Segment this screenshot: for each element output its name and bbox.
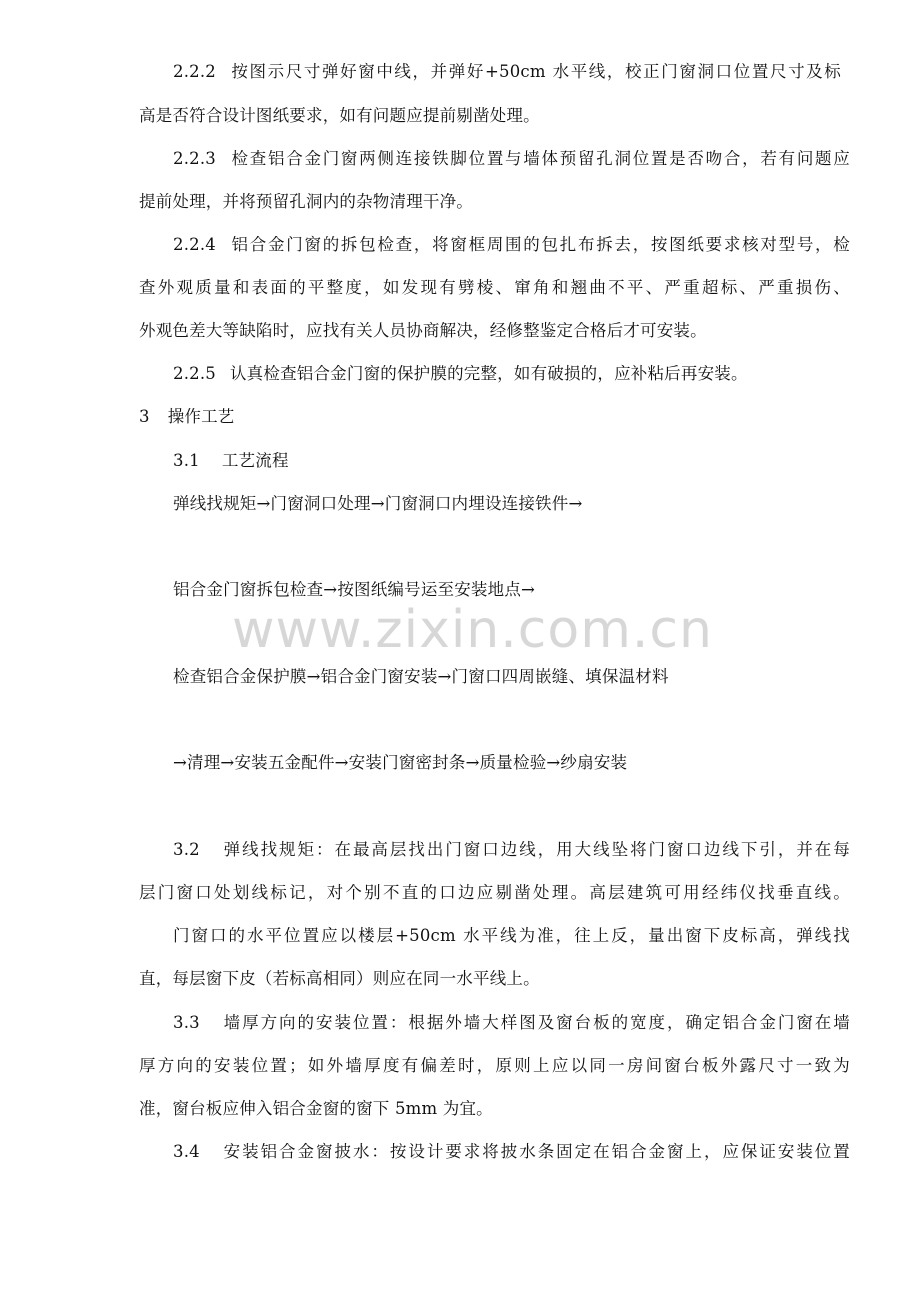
paragraph-3-2-line-2: 层门窗口处划线标记，对个别不直的口边应剔凿处理。高层建筑可用经纬仪找垂直线。 xyxy=(139,883,850,902)
paragraph-2-2-5-line-1 xyxy=(173,362,748,386)
paragraph-text: 安装铝合金窗披水：按设计要求将披水条固定在铝合金窗上，应保证安装位置 xyxy=(221,1142,850,1161)
paragraph-2-2-4-line-2: 查外观质量和表面的平整度，如发现有劈棱、窜角和翘曲不平、严重超标、严重损伤、 xyxy=(139,278,850,297)
paragraph-2-2-2-line-1 xyxy=(173,60,841,84)
paragraph-2-2-3-line-2: 提前处理，并将预留孔洞内的杂物清理干净。 xyxy=(139,192,473,211)
section-number: 3.3 xyxy=(173,1013,200,1032)
heading-3-1 xyxy=(173,449,289,473)
paragraph-2-2-2-line-2: 高是否符合设计图纸要求，如有问题应提前剔凿处理。 xyxy=(139,106,540,125)
paragraph-2-2-4-line-3: 外观色差大等缺陷时，应找有关人员协商解决，经修整鉴定合格后才可安装。 xyxy=(139,321,707,340)
paragraph-text: 检查铝合金门窗两侧连接铁脚位置与墙体预留孔洞位置是否吻合，若有问题应 xyxy=(229,149,850,168)
paragraph-3-2-line-4: 直，每层窗下皮（若标高相同）则应在同一水平线上。 xyxy=(139,969,540,988)
paragraph-3-2-line-3: 门窗口的水平位置应以楼层+50cm 水平线为准，往上反，量出窗下皮标高，弹线找 xyxy=(173,926,850,945)
section-number: 3 xyxy=(139,407,150,426)
section-number: 2.2.5 xyxy=(173,364,216,383)
paragraph-3-3-line-2: 厚方向的安装位置；如外墙厚度有偏差时，原则上应以同一房间窗台板外露尺寸一致为 xyxy=(139,1056,850,1075)
paragraph-3-3-line-3: 准，窗台板应伸入铝合金窗的窗下 5mm 为宜。 xyxy=(139,1099,493,1118)
paragraph-text: 墙厚方向的安装位置：根据外墙大样图及窗台板的宽度，确定铝合金门窗在墙 xyxy=(221,1013,850,1032)
heading-3 xyxy=(139,405,235,429)
flow-line-4: →清理→安装五金配件→安装门窗密封条→质量检验→纱扇安装 xyxy=(173,753,628,772)
paragraph-3-4-line-1 xyxy=(173,1140,850,1164)
section-number: 3.1 xyxy=(173,451,200,470)
section-number: 2.2.3 xyxy=(173,149,216,168)
paragraph-text: 按图示尺寸弹好窗中线，并弹好+50cm 水平线，校正门窗洞口位置尺寸及标 xyxy=(229,62,841,81)
section-number: 3.2 xyxy=(173,840,200,859)
paragraph-text: 弹线找规矩：在最高层找出门窗口边线，用大线坠将门窗口边线下引，并在每 xyxy=(221,840,850,859)
paragraph-text: 认真检查铝合金门窗的保护膜的完整，如有破损的，应补粘后再安装。 xyxy=(229,364,748,383)
paragraph-2-2-4-line-1 xyxy=(173,233,850,257)
paragraph-3-2-line-1 xyxy=(173,838,850,862)
watermark: www.zixin.com.cn xyxy=(232,600,713,660)
paragraph-3-3-line-1 xyxy=(173,1011,850,1035)
flow-line-1: 弹线找规矩→门窗洞口处理→门窗洞口内埋设连接铁件→ xyxy=(173,494,583,513)
flow-line-3: 检查铝合金保护膜→铝合金门窗安装→门窗口四周嵌缝、填保温材料 xyxy=(173,667,669,686)
section-number: 2.2.2 xyxy=(173,62,216,81)
paragraph-2-2-3-line-1 xyxy=(173,147,850,171)
section-number: 2.2.4 xyxy=(173,235,216,254)
paragraph-text: 铝合金门窗的拆包检查，将窗框周围的包扎布拆去，按图纸要求核对型号，检 xyxy=(229,235,850,254)
heading-title: 操作工艺 xyxy=(167,407,235,426)
heading-title: 工艺流程 xyxy=(221,451,289,470)
section-number: 3.4 xyxy=(173,1142,200,1161)
flow-line-2: 铝合金门窗拆包检查→按图纸编号运至安装地点→ xyxy=(173,580,536,599)
